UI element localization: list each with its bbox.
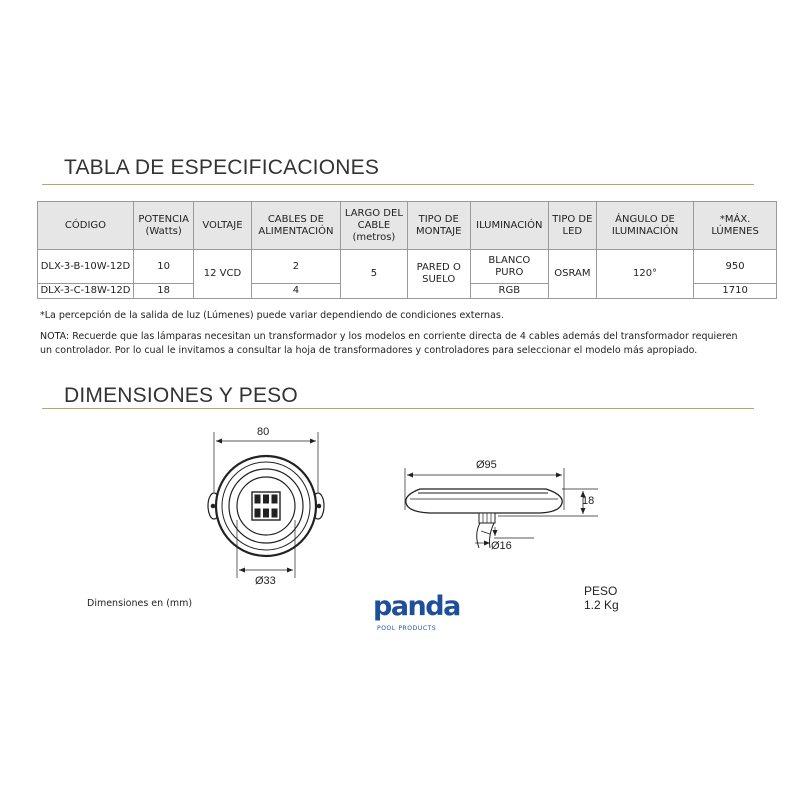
header-montaje: TIPO DE MONTAJE bbox=[407, 202, 470, 250]
inner-diameter-label: Ø33 bbox=[255, 575, 276, 587]
header-lumenes: *MÁX. LÚMENES bbox=[694, 202, 777, 250]
cell-codigo: DLX-3-B-10W-12D bbox=[38, 250, 134, 284]
cell-iluminacion: BLANCO PURO bbox=[470, 250, 548, 284]
weight-label: PESO bbox=[584, 584, 618, 598]
side-view-drawing bbox=[405, 468, 598, 548]
cell-montaje: PARED O SUELO bbox=[407, 250, 470, 299]
cell-lumenes: 950 bbox=[694, 250, 777, 284]
units-label: Dimensiones en (mm) bbox=[87, 598, 193, 609]
note-line-1: NOTA: Recuerde que las lámparas necesitan un transformador y los modelos en corriente directa de 4 cables además del transformador requieren bbox=[40, 331, 738, 342]
logo-word: panda bbox=[373, 591, 460, 622]
header-codigo: CÓDIGO bbox=[38, 202, 134, 250]
spec-title: TABLA DE ESPECIFICACIONES bbox=[64, 156, 380, 179]
note-line-2: un controlador. Por lo cual le invitamos a consultar la hoja de transformadores y controladores para seleccionar el modelo más apropiado. bbox=[40, 345, 698, 356]
cell-codigo: DLX-3-C-18W-12D bbox=[38, 284, 134, 299]
cell-lumenes: 1710 bbox=[694, 284, 777, 299]
cell-cables: 2 bbox=[251, 250, 341, 284]
header-angulo: ÁNGULO DE ILUMINACIÓN bbox=[596, 202, 693, 250]
height-label: 18 bbox=[582, 495, 595, 507]
header-iluminacion: ILUMINACIÓN bbox=[470, 202, 548, 250]
header-potencia: POTENCIA (Watts) bbox=[133, 202, 193, 250]
cell-potencia: 18 bbox=[133, 284, 193, 299]
cell-iluminacion: RGB bbox=[470, 284, 548, 299]
header-tipo-led: TIPO DE LED bbox=[548, 202, 596, 250]
cell-largo: 5 bbox=[341, 250, 407, 299]
header-largo: LARGO DEL CABLE (metros) bbox=[341, 202, 407, 250]
dimensions-title: DIMENSIONES Y PESO bbox=[64, 384, 298, 407]
cable-diameter-label: Ø16 bbox=[491, 540, 512, 552]
top-view-drawing bbox=[208, 432, 324, 578]
cell-potencia: 10 bbox=[133, 250, 193, 284]
cell-voltaje: 12 VCD bbox=[194, 250, 251, 299]
header-cables: CABLES DE ALIMENTACIÓN bbox=[251, 202, 341, 250]
weight-value: 1.2 Kg bbox=[584, 598, 619, 612]
footnote: *La percepción de la salida de luz (Lúmenes) puede variar dependiendo de condiciones externas. bbox=[40, 310, 504, 321]
width-dimension-label: 80 bbox=[257, 426, 270, 438]
cell-angulo: 120° bbox=[596, 250, 693, 299]
cell-led: OSRAM bbox=[548, 250, 596, 299]
header-voltaje: VOLTAJE bbox=[194, 202, 251, 250]
cell-cables: 4 bbox=[251, 284, 341, 299]
diameter-label: Ø95 bbox=[476, 459, 497, 471]
weight-block bbox=[584, 584, 619, 612]
logo-subtitle: POOL PRODUCTS bbox=[377, 625, 437, 632]
panda-logo bbox=[373, 590, 460, 640]
